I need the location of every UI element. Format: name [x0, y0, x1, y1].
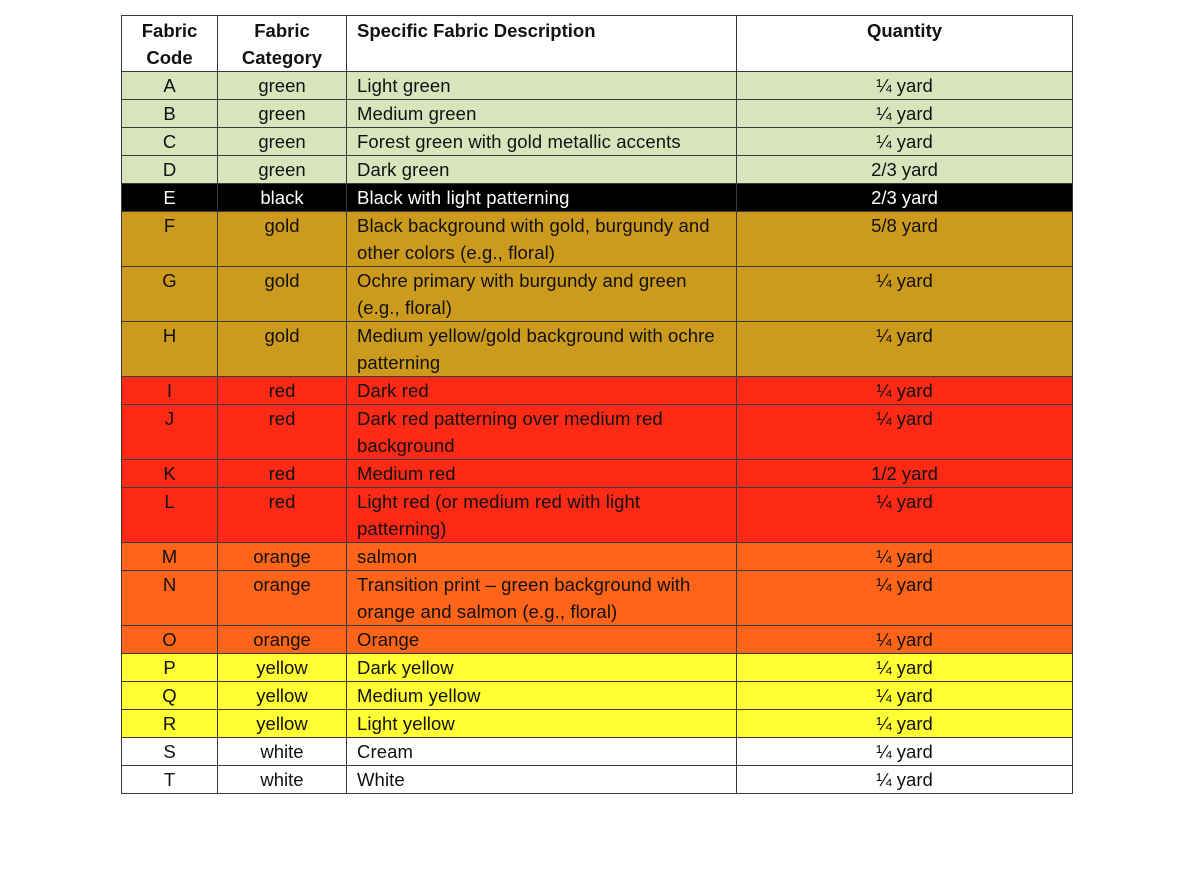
fabric-category-cell: white: [218, 738, 347, 766]
fabric-description-cell: Light red (or medium red with light patterning): [347, 488, 737, 543]
fabric-code-cell: J: [122, 405, 218, 460]
fabric-quantity-cell: ¼ yard: [737, 710, 1073, 738]
fabric-code-cell: T: [122, 766, 218, 794]
header-fabric-code: [122, 16, 218, 72]
fabric-description-cell: Light green: [347, 72, 737, 100]
header-quantity: Quantity: [737, 16, 1073, 72]
fabric-category-cell: green: [218, 100, 347, 128]
header-fabric-code-line1: Fabric: [141, 20, 198, 41]
fabric-category-cell: gold: [218, 267, 347, 322]
fabric-category-cell: black: [218, 184, 347, 212]
table-row: [122, 184, 1073, 212]
fabric-category-cell: red: [218, 488, 347, 543]
table-row: [122, 571, 1073, 626]
fabric-category-cell: gold: [218, 322, 347, 377]
fabric-description-cell: Medium red: [347, 460, 737, 488]
fabric-code-cell: P: [122, 654, 218, 682]
fabric-description-cell: White: [347, 766, 737, 794]
fabric-category-cell: yellow: [218, 710, 347, 738]
fabric-code-cell: F: [122, 212, 218, 267]
fabric-code-cell: A: [122, 72, 218, 100]
fabric-description-cell: Dark red: [347, 377, 737, 405]
fabric-description-cell: Dark green: [347, 156, 737, 184]
fabric-category-cell: red: [218, 460, 347, 488]
fabric-category-cell: white: [218, 766, 347, 794]
fabric-code-cell: H: [122, 322, 218, 377]
fabric-quantity-cell: 2/3 yard: [737, 156, 1073, 184]
fabric-description-cell: Dark yellow: [347, 654, 737, 682]
fabric-table: [121, 15, 1073, 794]
table-row: [122, 72, 1073, 100]
fabric-quantity-cell: ¼ yard: [737, 626, 1073, 654]
fabric-description-cell: Black background with gold, burgundy and other colors (e.g., floral): [347, 212, 737, 267]
fabric-description-cell: Medium yellow/gold background with ochre patterning: [347, 322, 737, 377]
table-row: [122, 682, 1073, 710]
fabric-category-cell: gold: [218, 212, 347, 267]
fabric-quantity-cell: ¼ yard: [737, 322, 1073, 377]
fabric-code-cell: D: [122, 156, 218, 184]
fabric-code-cell: R: [122, 710, 218, 738]
fabric-code-cell: C: [122, 128, 218, 156]
table-row: [122, 377, 1073, 405]
table-row: [122, 156, 1073, 184]
header-row: [122, 16, 1073, 72]
fabric-code-cell: Q: [122, 682, 218, 710]
table-row: [122, 405, 1073, 460]
fabric-description-cell: Dark red patterning over medium red background: [347, 405, 737, 460]
fabric-category-cell: yellow: [218, 654, 347, 682]
fabric-description-cell: Cream: [347, 738, 737, 766]
fabric-quantity-cell: ¼ yard: [737, 543, 1073, 571]
table-row: [122, 738, 1073, 766]
table-header: [122, 16, 1073, 72]
fabric-quantity-cell: 5/8 yard: [737, 212, 1073, 267]
fabric-quantity-cell: ¼ yard: [737, 738, 1073, 766]
header-fabric-category-line2: Category: [241, 47, 323, 68]
fabric-code-cell: E: [122, 184, 218, 212]
table-row: [122, 128, 1073, 156]
table-row: [122, 766, 1073, 794]
fabric-category-cell: yellow: [218, 682, 347, 710]
fabric-code-cell: I: [122, 377, 218, 405]
fabric-description-cell: Medium yellow: [347, 682, 737, 710]
fabric-quantity-cell: ¼ yard: [737, 267, 1073, 322]
fabric-quantity-cell: ¼ yard: [737, 72, 1073, 100]
fabric-category-cell: orange: [218, 543, 347, 571]
fabric-code-cell: O: [122, 626, 218, 654]
fabric-description-cell: Medium green: [347, 100, 737, 128]
header-fabric-category-line1: Fabric: [254, 20, 310, 41]
fabric-category-cell: orange: [218, 571, 347, 626]
fabric-quantity-cell: 2/3 yard: [737, 184, 1073, 212]
table-row: [122, 654, 1073, 682]
header-fabric-category: [218, 16, 347, 72]
fabric-quantity-cell: ¼ yard: [737, 571, 1073, 626]
fabric-quantity-cell: ¼ yard: [737, 377, 1073, 405]
table-row: [122, 100, 1073, 128]
table-row: [122, 460, 1073, 488]
fabric-code-cell: M: [122, 543, 218, 571]
fabric-description-cell: Forest green with gold metallic accents: [347, 128, 737, 156]
fabric-category-cell: green: [218, 128, 347, 156]
fabric-category-cell: red: [218, 377, 347, 405]
fabric-code-cell: B: [122, 100, 218, 128]
fabric-category-cell: green: [218, 156, 347, 184]
fabric-description-cell: Black with light patterning: [347, 184, 737, 212]
fabric-category-cell: green: [218, 72, 347, 100]
table-row: [122, 212, 1073, 267]
table-row: [122, 710, 1073, 738]
fabric-quantity-cell: ¼ yard: [737, 405, 1073, 460]
table-row: [122, 267, 1073, 322]
fabric-description-cell: Transition print – green background with orange and salmon (e.g., floral): [347, 571, 737, 626]
header-fabric-code-line2: Code: [146, 47, 193, 68]
fabric-code-cell: N: [122, 571, 218, 626]
fabric-description-cell: salmon: [347, 543, 737, 571]
table-body: [122, 72, 1073, 794]
fabric-quantity-cell: ¼ yard: [737, 100, 1073, 128]
table-row: [122, 626, 1073, 654]
fabric-quantity-cell: ¼ yard: [737, 766, 1073, 794]
header-fabric-description: Specific Fabric Description: [347, 16, 737, 72]
fabric-code-cell: K: [122, 460, 218, 488]
fabric-code-cell: G: [122, 267, 218, 322]
table-row: [122, 488, 1073, 543]
table-row: [122, 543, 1073, 571]
table-row: [122, 322, 1073, 377]
fabric-quantity-cell: ¼ yard: [737, 128, 1073, 156]
fabric-quantity-cell: ¼ yard: [737, 682, 1073, 710]
fabric-category-cell: red: [218, 405, 347, 460]
fabric-description-cell: Orange: [347, 626, 737, 654]
fabric-description-cell: Light yellow: [347, 710, 737, 738]
fabric-description-cell: Ochre primary with burgundy and green (e.g., floral): [347, 267, 737, 322]
fabric-quantity-cell: ¼ yard: [737, 488, 1073, 543]
fabric-category-cell: orange: [218, 626, 347, 654]
fabric-code-cell: L: [122, 488, 218, 543]
fabric-quantity-cell: ¼ yard: [737, 654, 1073, 682]
fabric-code-cell: S: [122, 738, 218, 766]
fabric-quantity-cell: 1/2 yard: [737, 460, 1073, 488]
